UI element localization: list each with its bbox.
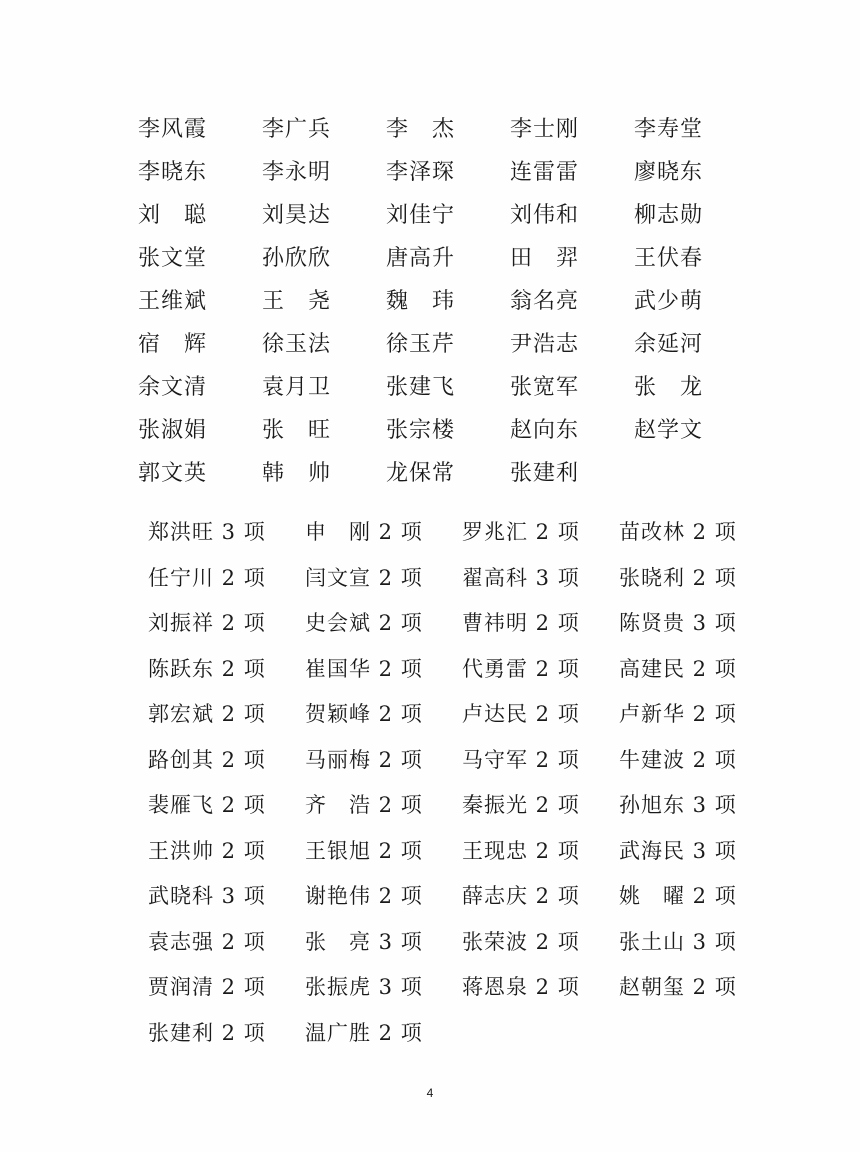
name-count-entry: 薛志庆 2 项 (462, 884, 580, 908)
name-count-entry: 张晓利 2 项 (619, 565, 737, 590)
name-entry: 刘佳宁 (386, 203, 456, 228)
name-count-entry: 齐 浩 2 项 (305, 793, 423, 817)
name-count-entry: 闫文宣 2 项 (305, 565, 423, 590)
name-entry: 徐玉法 (262, 332, 332, 357)
name-count-entry: 王洪帅 2 项 (148, 838, 266, 863)
name-count-entry: 张建利 2 项 (148, 1020, 266, 1045)
name-count-entry: 贺颖峰 2 项 (305, 702, 423, 726)
name-entry: 袁月卫 (262, 375, 332, 400)
name-count-entry: 马守军 2 项 (462, 747, 580, 772)
names-list (138, 108, 758, 495)
name-entry: 郭文英 (138, 461, 208, 486)
name-count-entry: 郭宏斌 2 项 (148, 702, 266, 726)
name-entry: 尹浩志 (510, 332, 580, 357)
name-entry: 田 羿 (510, 246, 580, 271)
name-count-entry: 高建民 2 项 (619, 656, 737, 681)
name-entry: 李 杰 (386, 117, 456, 142)
name-count-entry: 张荣波 2 项 (462, 929, 580, 954)
name-entry: 张宽军 (510, 375, 580, 400)
name-entry: 张 旺 (262, 418, 332, 443)
name-count-entry: 裴雁飞 2 项 (148, 793, 266, 817)
name-entry: 刘昊达 (262, 203, 332, 228)
name-entry: 韩 帅 (262, 461, 332, 486)
name-entry: 王伏春 (634, 246, 704, 271)
name-entry: 张宗楼 (386, 418, 456, 443)
name-entry: 龙保常 (386, 461, 456, 486)
name-count-entry: 卢新华 2 项 (619, 702, 737, 726)
name-count-entry: 王现忠 2 项 (462, 838, 580, 863)
name-entry: 李寿堂 (634, 117, 704, 142)
name-count-entry: 张 亮 3 项 (305, 929, 423, 954)
name-entry: 宿 辉 (138, 332, 208, 357)
name-entry: 武少萌 (634, 289, 704, 314)
name-entry: 李永明 (262, 160, 332, 185)
name-count-entry: 姚 曜 2 项 (619, 884, 737, 908)
name-entry: 赵向东 (510, 418, 580, 443)
name-entry: 廖晓东 (634, 160, 704, 185)
name-count-entry: 秦振光 2 项 (462, 793, 580, 817)
name-entry: 余延河 (634, 332, 704, 357)
name-entry: 余文清 (138, 375, 208, 400)
name-entry: 刘伟和 (510, 203, 580, 228)
name-entry: 张建飞 (386, 375, 456, 400)
name-entry: 李泽琛 (386, 160, 456, 185)
name-count-entry: 袁志强 2 项 (148, 929, 266, 954)
name-entry: 翁名亮 (510, 289, 580, 314)
name-count-entry: 陈跃东 2 项 (148, 656, 266, 681)
name-count-entry: 申 刚 2 项 (305, 520, 423, 544)
name-entry: 张建利 (510, 461, 580, 486)
name-count-entry: 史会斌 2 项 (305, 611, 423, 635)
name-count-entry: 马丽梅 2 项 (305, 747, 423, 772)
name-entry: 王 尧 (262, 289, 332, 314)
name-entry: 赵学文 (634, 418, 704, 443)
name-entry: 李晓东 (138, 160, 208, 185)
name-count-entry: 张土山 3 项 (619, 929, 737, 954)
name-count-entry: 翟高科 3 项 (462, 565, 580, 590)
name-count-entry: 路创其 2 项 (148, 747, 266, 772)
name-entry: 张淑娟 (138, 418, 208, 443)
name-count-entry: 苗改林 2 项 (619, 520, 737, 544)
name-count-entry: 任宁川 2 项 (148, 565, 266, 590)
name-count-entry: 张振虎 3 项 (305, 975, 423, 999)
name-count-entry: 曹祎明 2 项 (462, 611, 580, 635)
name-entry: 王维斌 (138, 289, 208, 314)
name-count-entry: 孙旭东 3 项 (619, 793, 737, 817)
name-entry: 连雷雷 (510, 160, 580, 185)
page-number: 4 (426, 1086, 434, 1100)
name-entry: 李士刚 (510, 117, 580, 142)
name-entry: 刘 聪 (138, 203, 208, 228)
name-entry: 唐高升 (386, 246, 456, 271)
name-count-entry: 牛建波 2 项 (619, 747, 737, 772)
name-count-entry: 王银旭 2 项 (305, 838, 423, 863)
project-counts-list (148, 510, 776, 1056)
name-count-entry: 罗兆汇 2 项 (462, 520, 580, 544)
name-entry: 李风霞 (138, 117, 208, 142)
name-count-entry: 刘振祥 2 项 (148, 611, 266, 635)
name-count-entry: 卢达民 2 项 (462, 702, 580, 726)
name-entry: 徐玉芹 (386, 332, 456, 357)
name-count-entry: 陈贤贵 3 项 (619, 611, 737, 635)
name-entry: 张文堂 (138, 246, 208, 271)
name-count-entry: 温广胜 2 项 (305, 1020, 423, 1045)
name-entry: 李广兵 (262, 117, 332, 142)
name-entry: 孙欣欣 (262, 246, 332, 271)
name-count-entry: 蒋恩泉 2 项 (462, 975, 580, 999)
name-count-entry: 代勇雷 2 项 (462, 656, 580, 681)
name-count-entry: 郑洪旺 3 项 (148, 520, 266, 544)
name-count-entry: 谢艳伟 2 项 (305, 884, 423, 908)
name-count-entry: 贾润清 2 项 (148, 975, 266, 999)
name-count-entry: 崔国华 2 项 (305, 656, 423, 681)
name-entry: 柳志勋 (634, 203, 704, 228)
name-count-entry: 武晓科 3 项 (148, 884, 266, 908)
name-count-entry: 赵朝玺 2 项 (619, 975, 737, 999)
name-entry: 张 龙 (634, 375, 704, 400)
name-count-entry: 武海民 3 项 (619, 838, 737, 863)
name-entry: 魏 玮 (386, 289, 456, 314)
